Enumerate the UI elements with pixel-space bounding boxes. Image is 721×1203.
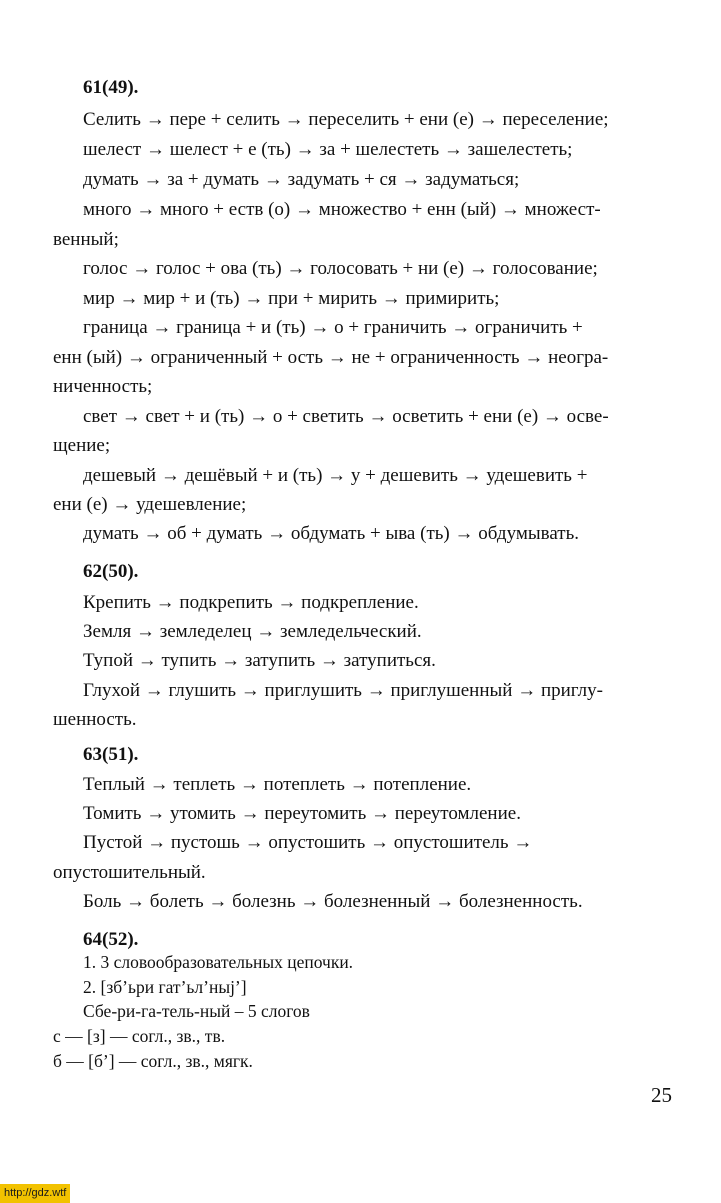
exercise-63-heading: 63(51). [83,744,139,765]
exercise-61-line-13: дешевый → дешёвый + и (ть) → у + дешевить → удешевить + [83,465,588,486]
exercise-62-heading: 62(50). [83,561,139,582]
exercise-63-line-1: Теплый → теплеть → потеплеть → потепление. [83,774,472,795]
exercise-63-line-2: Томить → утомить → переутомить → переутомление. [83,803,521,824]
exercise-61-line-15: думать → об + думать → обдумать + ыва (ть) → обдумывать. [83,523,580,544]
exercise-61-line-5: венный; [53,229,119,250]
exercise-61-line-14: ени (е) → удешевление; [53,494,247,515]
exercise-61-line-3: думать → за + думать → задумать + ся → задуматься; [83,169,520,190]
exercise-64-line-4: с — [з] — согл., зв., тв. [53,1026,226,1046]
exercise-61-line-4: много → много + еств (о) → множество + енн (ый) → множест- [83,199,601,220]
page-number: 25 [651,1083,672,1107]
exercise-63-line-5: Боль → болеть → болезнь → болезненный → болезненность. [83,891,583,912]
exercise-62-line-1: Крепить → подкрепить → подкрепление. [83,592,419,613]
exercise-61-line-6: голос → голос + ова (ть) → голосовать + ни (е) → голосование; [83,258,598,279]
exercise-63-line-4: опустошительный. [53,862,206,883]
exercise-61-line-7: мир → мир + и (ть) → при + мирить → примирить; [83,288,500,309]
exercise-61-line-8: граница → граница + и (ть) → о + граничить → ограничить + [83,317,583,338]
exercise-63-line-3: Пустой → пустошь → опустошить → опустошитель → [83,832,533,853]
exercise-61-line-11: свет → свет + и (ть) → о + светить → осветить + ени (е) → осве- [83,406,609,427]
exercise-62-line-5: шенность. [53,709,137,730]
exercise-61-heading: 61(49). [83,77,139,98]
watermark-link[interactable]: http://gdz.wtf [0,1184,70,1203]
exercise-62-line-4: Глухой → глушить → приглушить → приглушенный → приглу- [83,680,603,701]
exercise-62-line-2: Земля → земледелец → земледельческий. [83,621,422,642]
exercise-62-line-3: Тупой → тупить → затупить → затупиться. [83,650,436,671]
exercise-61-line-2: шелест → шелест + е (ть) → за + шелестеть → зашелестеть; [83,139,573,160]
exercise-61-line-1: Селить → пере + селить → переселить + ени (е) → переселение; [83,109,609,130]
exercise-64-line-5: б — [б’] — согл., зв., мягк. [53,1051,253,1071]
exercise-64-line-2: 2. [зб’ьри гат’ьл’ныj’] [83,977,247,997]
exercise-64-heading: 64(52). [83,929,139,950]
exercise-61-line-9: енн (ый) → ограниченный + ость → не + ограниченность → неогра- [53,347,609,368]
exercise-64-line-3: Сбе-ри-га-тель-ный – 5 слогов [83,1001,310,1021]
exercise-61-line-12: щение; [53,435,111,456]
exercise-61-line-10: ниченность; [53,376,153,397]
exercise-64-line-1: 1. 3 словообразовательных цепочки. [83,952,354,972]
